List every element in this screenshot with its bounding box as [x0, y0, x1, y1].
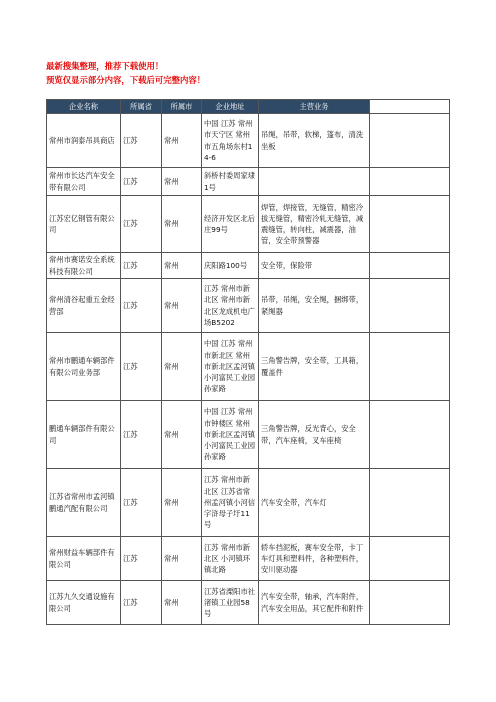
cell-blank — [370, 333, 450, 401]
table-row — [47, 401, 450, 469]
cell-blank — [370, 537, 450, 581]
cell-blank — [370, 279, 450, 333]
cell-address: 江苏省溧阳市社渚镇工业园58号 — [202, 581, 259, 625]
cell-company-name: 常州市润泰吊具商店 — [47, 114, 121, 168]
cell-blank — [370, 253, 450, 279]
cell-address: 江苏 常州市新北区 江苏省常州孟河镇小河信字浒母子圩11号 — [202, 469, 259, 537]
cell-business: 三角警告牌，反光背心，安全带，汽车座椅，叉车座椅 — [259, 401, 370, 469]
header-province: 所属省 — [121, 100, 162, 114]
notice-line-1: 最新搜集整理，推荐下载使用！ — [46, 61, 164, 71]
header-city: 所属市 — [162, 100, 202, 114]
notice-line-2: 预览仅显示部分内容，下载后可完整内容！ — [46, 75, 206, 85]
cell-address: 庆阳路100号 — [202, 253, 259, 279]
cell-company-name: 常州市鹏通车辆部件有限公司业务部 — [47, 333, 121, 401]
cell-city: 常州 — [162, 114, 202, 168]
cell-company-name: 常州清谷起重五金经营部 — [47, 279, 121, 333]
cell-address: 经济开发区北后庄99号 — [202, 196, 259, 253]
table-row — [47, 333, 450, 401]
header-blank — [370, 100, 450, 114]
header-company-name: 企业名称 — [47, 100, 121, 114]
table-row — [47, 469, 450, 537]
cell-province: 江苏 — [121, 401, 162, 469]
cell-address: 斜桥村委周家埭1号 — [202, 168, 259, 196]
cell-blank — [370, 196, 450, 253]
cell-blank — [370, 114, 450, 168]
cell-blank — [370, 168, 450, 196]
cell-address: 江苏 常州市新北区 常州市新北区龙成机电广场B5202 — [202, 279, 259, 333]
cell-business: 汽车安全带，轴承，汽车附件，汽车安全用品，其它配件和附件 — [259, 581, 370, 625]
cell-province: 江苏 — [121, 333, 162, 401]
cell-company-name: 江苏省常州市孟河镇鹏通汽配有限公司 — [47, 469, 121, 537]
cell-blank — [370, 469, 450, 537]
header-business: 主营业务 — [259, 100, 370, 114]
cell-city: 常州 — [162, 537, 202, 581]
cell-city: 常州 — [162, 401, 202, 469]
cell-city: 常州 — [162, 333, 202, 401]
cell-city: 常州 — [162, 581, 202, 625]
cell-business: 轿车挡泥板，赛车安全带，卡丁车灯具和塑料件，各种塑料件，安川驱动器 — [259, 537, 370, 581]
table-row — [47, 114, 450, 168]
table-row — [47, 537, 450, 581]
cell-province: 江苏 — [121, 114, 162, 168]
cell-company-name: 常州市赛诺安全系统科技有限公司 — [47, 253, 121, 279]
cell-business — [259, 168, 370, 196]
cell-company-name: 常州市长达汽车安全带有限公司 — [47, 168, 121, 196]
header-address: 企业地址 — [202, 100, 259, 114]
cell-business: 安全带，保险带 — [259, 253, 370, 279]
cell-business: 三角警告牌，安全带，工具箱，覆盖件 — [259, 333, 370, 401]
table-header-row — [47, 100, 450, 114]
cell-city: 常州 — [162, 196, 202, 253]
cell-company-name: 江苏宏亿钢管有限公司 — [47, 196, 121, 253]
cell-address: 江苏 常州市新北区 小河镇环镇北路 — [202, 537, 259, 581]
cell-business: 吊带，吊绳，安全绳，捆绑带，紧绳器 — [259, 279, 370, 333]
cell-blank — [370, 581, 450, 625]
company-table — [46, 99, 450, 625]
cell-address: 中国 江苏 常州市新北区 常州市新北区孟河镇小河富民工业园孙家路 — [202, 333, 259, 401]
cell-city: 常州 — [162, 279, 202, 333]
table-row — [47, 168, 450, 196]
cell-blank — [370, 401, 450, 469]
cell-city: 常州 — [162, 168, 202, 196]
cell-company-name: 江苏九久交通设施有限公司 — [47, 581, 121, 625]
table-row — [47, 253, 450, 279]
cell-city: 常州 — [162, 253, 202, 279]
cell-province: 江苏 — [121, 253, 162, 279]
table-row — [47, 196, 450, 253]
cell-province: 江苏 — [121, 537, 162, 581]
cell-address: 中国 江苏 常州市钟楼区 常州市新北区孟河镇小河富民工业园孙家路 — [202, 401, 259, 469]
cell-province: 江苏 — [121, 196, 162, 253]
cell-province: 江苏 — [121, 168, 162, 196]
table-row — [47, 581, 450, 625]
cell-city: 常州 — [162, 469, 202, 537]
cell-business: 吊绳，吊带，软梯，篷布，清洗坐板 — [259, 114, 370, 168]
table-row — [47, 279, 450, 333]
cell-company-name: 鹏通车辆部件有限公司 — [47, 401, 121, 469]
cell-business: 焊管，焊接管，无缝管，精密冷拔无缝管，精密冷轧无缝管，减震缝管，转向柱，减震器，油管，安全带预警器 — [259, 196, 370, 253]
cell-business: 汽车安全带，汽车灯 — [259, 469, 370, 537]
cell-province: 江苏 — [121, 581, 162, 625]
cell-address: 中国 江苏 常州市天宁区 常州市五角场东村14-6 — [202, 114, 259, 168]
cell-province: 江苏 — [121, 279, 162, 333]
cell-company-name: 常州财益车辆部件有限公司 — [47, 537, 121, 581]
cell-province: 江苏 — [121, 469, 162, 537]
